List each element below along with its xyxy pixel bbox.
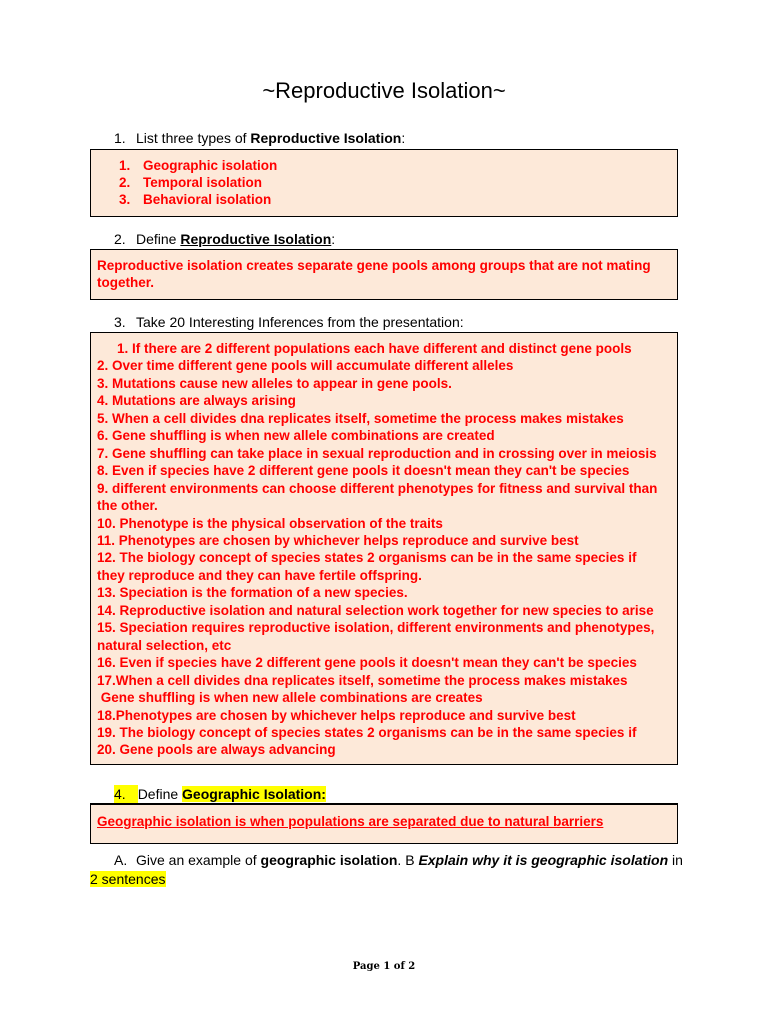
list-number: 2. — [119, 175, 131, 190]
list-item: 4. Mutations are always arising — [97, 393, 296, 409]
answer-line: Reproductive isolation creates separate gene pools among groups that are not mating — [97, 258, 651, 273]
question-text: List three types of — [136, 130, 251, 146]
list-item: 19. The biology concept of species states 2 organisms can be in the same species if — [97, 724, 637, 740]
question-term: Reproductive Isolation — [250, 130, 402, 146]
list-item: they reproduce and they can have fertile offspring. — [97, 567, 422, 583]
question-3 — [114, 313, 464, 331]
list-item: 10. Phenotype is the physical observation of the traits — [97, 515, 443, 531]
question-number: 2. — [114, 231, 126, 247]
list-text: Geographic isolation — [143, 158, 278, 173]
page-title: ~Reproductive Isolation~ — [262, 78, 506, 103]
list-item: 6. Gene shuffling is when new allele combinations are created — [97, 428, 495, 444]
list-item: 14. Reproductive isolation and natural selection work together for new species to arise — [97, 602, 654, 618]
question-2 — [114, 230, 335, 248]
list-item: natural selection, etc — [97, 637, 232, 653]
list-item — [119, 192, 271, 207]
answer-text — [97, 813, 669, 830]
list-text: Temporal isolation — [143, 175, 263, 190]
question-term: Reproductive Isolation — [180, 231, 332, 247]
question-text: Take 20 Interesting Inferences from the presentation: — [136, 314, 464, 330]
question-term: Geographic Isolation: — [182, 786, 326, 802]
answer-line: Geographic isolation is when populations are separated due to natural barriers — [97, 814, 604, 829]
list-item: Gene shuffling is when new allele combinations are creates — [97, 690, 483, 706]
question-a — [114, 851, 683, 869]
list-item: 15. Speciation requires reproductive isolation, different environments and phenotypes, — [97, 620, 655, 636]
list-item: 8. Even if species have 2 different gene pools it doesn't mean they can't be species — [97, 463, 630, 479]
list-number: 3. — [119, 192, 131, 207]
answer-box-2 — [90, 249, 678, 300]
question-text: Define — [136, 231, 181, 247]
question-text: Give an example of — [136, 852, 261, 868]
page-footer: Page 1 of 2 — [352, 961, 416, 972]
list-item: 12. The biology concept of species states 2 organisms can be in the same species if — [97, 550, 637, 566]
list-item: 9. different environments can choose different phenotypes for fitness and survival than — [97, 480, 658, 496]
list-text: Behavioral isolation — [143, 192, 272, 207]
answer-box-3 — [90, 332, 678, 765]
list-item: 5. When a cell divides dna replicates itself, sometime the process makes mistakes — [97, 410, 624, 426]
list-item: 17.When a cell divides dna replicates itself, sometime the process makes mistakes — [97, 672, 628, 688]
list-item — [119, 158, 277, 173]
inference-list — [97, 340, 669, 759]
list-item: 20. Gene pools are always advancing — [97, 742, 336, 758]
list-number: 1. — [119, 158, 131, 173]
question-text: in — [668, 852, 683, 868]
list-item: 13. Speciation is the formation of a new species. — [97, 585, 408, 601]
list-item: 1. If there are 2 different populations each have different and distinct gene pools — [117, 341, 632, 356]
question-a-line2 — [90, 870, 166, 888]
question-number: 4. — [114, 785, 138, 803]
question-punct: : — [401, 130, 406, 146]
list-item: 7. Gene shuffling can take place in sexual reproduction and in crossing over in meiosis — [97, 445, 657, 461]
answer-line: together. — [97, 275, 155, 290]
answer-box-4 — [90, 803, 678, 844]
answer-box-1 — [90, 149, 678, 217]
question-text: . B — [397, 852, 419, 868]
list-item: 18.Phenotypes are chosen by whichever helps reproduce and survive best — [97, 707, 576, 723]
question-4 — [114, 785, 326, 803]
question-number: 3. — [114, 314, 126, 330]
list-item: 11. Phenotypes are chosen by whichever helps reproduce and survive best — [97, 532, 579, 548]
question-punct: : — [331, 231, 336, 247]
question-number: 1. — [114, 130, 126, 146]
list-item: 2. Over time different gene pools will accumulate different alleles — [97, 358, 514, 374]
question-text: Define — [137, 786, 183, 802]
list-item: 3. Mutations cause new alleles to appear in gene pools. — [97, 375, 452, 391]
answer-text — [97, 257, 669, 291]
list-item — [119, 175, 262, 190]
list-item: the other. — [97, 498, 158, 514]
question-1 — [114, 129, 405, 147]
question-text: 2 sentences — [90, 871, 166, 887]
question-term: geographic isolation — [260, 852, 398, 868]
list-item: 16. Even if species have 2 different gene pools it doesn't mean they can't be species — [97, 655, 637, 671]
question-term: Explain why it is geographic isolation — [418, 852, 669, 868]
question-letter: A. — [114, 852, 128, 868]
